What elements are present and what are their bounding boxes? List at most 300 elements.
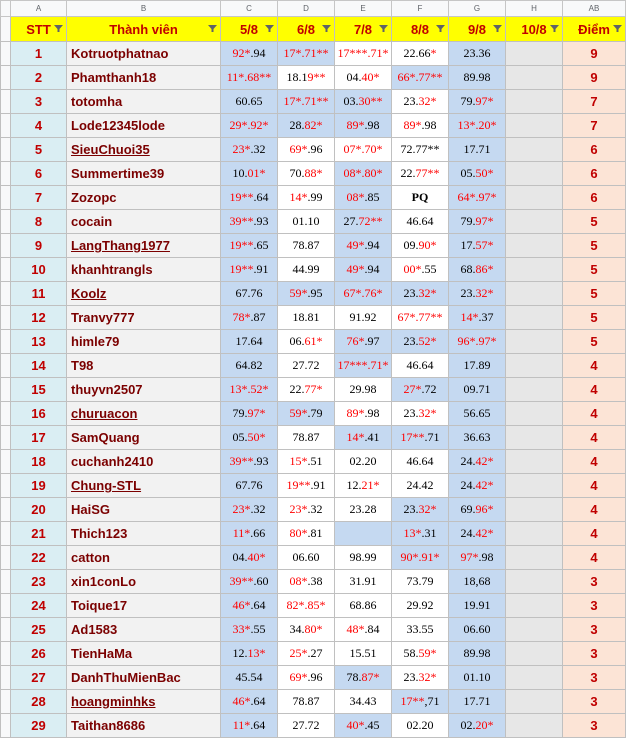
points-cell[interactable]: 6 (563, 138, 626, 162)
score-cell[interactable] (392, 90, 449, 114)
score-cell-empty[interactable] (506, 114, 563, 138)
score-cell[interactable] (335, 426, 392, 450)
filter-icon[interactable] (208, 25, 217, 32)
score-cell[interactable] (221, 138, 278, 162)
score-highlight: 19** (229, 238, 254, 252)
member-name-cell[interactable]: Toique17 (67, 594, 221, 618)
score-cell[interactable] (221, 522, 278, 546)
score-cell[interactable] (392, 546, 449, 570)
header-points[interactable] (563, 17, 626, 42)
score-cell[interactable] (221, 498, 278, 522)
score-cell[interactable] (392, 162, 449, 186)
score-cell[interactable] (278, 114, 335, 138)
member-name-cell[interactable]: Chung-STL (67, 474, 221, 498)
score-cell[interactable] (335, 714, 392, 738)
score-cell[interactable] (335, 546, 392, 570)
score-cell[interactable] (335, 114, 392, 138)
score-cell[interactable] (278, 402, 335, 426)
member-name-cell[interactable]: SamQuang (67, 426, 221, 450)
member-name-cell[interactable]: himle79 (67, 330, 221, 354)
stt-cell[interactable]: 25 (11, 618, 67, 642)
stt-cell[interactable]: 27 (11, 666, 67, 690)
score-cell[interactable] (221, 546, 278, 570)
score-cell[interactable] (335, 306, 392, 330)
member-name-cell[interactable]: Taithan8686 (67, 714, 221, 738)
score-cell[interactable] (221, 282, 278, 306)
score-cell[interactable] (278, 498, 335, 522)
score-cell[interactable] (221, 450, 278, 474)
points-cell[interactable]: 6 (563, 162, 626, 186)
score-cell[interactable] (221, 330, 278, 354)
score-cell[interactable] (392, 498, 449, 522)
points-cell[interactable]: 5 (563, 210, 626, 234)
stt-cell[interactable]: 1 (11, 42, 67, 66)
score-cell[interactable] (392, 306, 449, 330)
score-cell[interactable] (221, 90, 278, 114)
member-name-cell[interactable]: churuacon (67, 402, 221, 426)
score-cell[interactable] (278, 42, 335, 66)
points-cell[interactable]: 7 (563, 90, 626, 114)
score-cell[interactable] (335, 42, 392, 66)
column-letter-d[interactable]: D (278, 1, 335, 17)
score-cell[interactable] (278, 66, 335, 90)
stt-cell[interactable]: 15 (11, 378, 67, 402)
member-name-cell[interactable]: catton (67, 546, 221, 570)
stt-cell[interactable]: 21 (11, 522, 67, 546)
score-cell[interactable] (392, 234, 449, 258)
points-cell[interactable]: 5 (563, 234, 626, 258)
score-cell[interactable] (221, 426, 278, 450)
score-cell[interactable] (449, 666, 506, 690)
score-cell[interactable] (221, 690, 278, 714)
score-cell[interactable] (278, 186, 335, 210)
score-cell[interactable] (392, 714, 449, 738)
score-cell[interactable] (449, 42, 506, 66)
stt-cell[interactable]: 11 (11, 282, 67, 306)
points-cell[interactable]: 4 (563, 450, 626, 474)
column-letter-a[interactable]: A (11, 1, 67, 17)
column-letter-e[interactable]: E (335, 1, 392, 17)
score-cell-empty[interactable] (506, 162, 563, 186)
stt-cell[interactable]: 7 (11, 186, 67, 210)
score-cell[interactable] (221, 258, 278, 282)
score-cell[interactable] (449, 450, 506, 474)
score-cell[interactable] (449, 354, 506, 378)
score-cell[interactable] (449, 714, 506, 738)
score-cell[interactable] (392, 330, 449, 354)
score-cell[interactable] (392, 138, 449, 162)
score-cell[interactable] (392, 450, 449, 474)
score-value: 46.64 (406, 358, 434, 372)
header-day-2[interactable] (278, 17, 335, 42)
score-cell[interactable] (335, 594, 392, 618)
score-cell[interactable] (392, 618, 449, 642)
score-cell[interactable] (278, 570, 335, 594)
stt-cell[interactable]: 26 (11, 642, 67, 666)
header-day-4[interactable] (392, 17, 449, 42)
stt-cell[interactable]: 17 (11, 426, 67, 450)
score-cell-empty[interactable] (506, 282, 563, 306)
score-cell[interactable] (278, 690, 335, 714)
score-cell[interactable] (221, 402, 278, 426)
score-cell-empty[interactable] (506, 330, 563, 354)
header-day-1[interactable] (221, 17, 278, 42)
score-cell[interactable] (278, 234, 335, 258)
score-cell[interactable] (335, 354, 392, 378)
stt-cell[interactable]: 29 (11, 714, 67, 738)
points-cell[interactable]: 4 (563, 522, 626, 546)
score-cell[interactable] (221, 618, 278, 642)
score-cell[interactable] (221, 378, 278, 402)
score-cell[interactable] (449, 330, 506, 354)
score-cell-empty[interactable] (506, 450, 563, 474)
score-cell-empty[interactable] (506, 522, 563, 546)
score-cell[interactable] (392, 42, 449, 66)
stt-cell[interactable]: 13 (11, 330, 67, 354)
score-cell[interactable] (221, 66, 278, 90)
score-cell[interactable] (278, 282, 335, 306)
score-cell[interactable] (449, 114, 506, 138)
header-day-5[interactable] (449, 17, 506, 42)
stt-cell[interactable]: 16 (11, 402, 67, 426)
score-cell[interactable] (221, 234, 278, 258)
member-name-cell[interactable]: Phamthanh18 (67, 66, 221, 90)
score-cell[interactable] (221, 114, 278, 138)
points-cell[interactable]: 5 (563, 306, 626, 330)
score-cell[interactable] (335, 258, 392, 282)
column-letter-f[interactable]: F (392, 1, 449, 17)
score-cell-empty[interactable] (506, 474, 563, 498)
score-cell[interactable] (335, 90, 392, 114)
column-letter-g[interactable]: G (449, 1, 506, 17)
score-cell[interactable] (278, 162, 335, 186)
points-cell[interactable]: 9 (563, 66, 626, 90)
stt-cell[interactable]: 3 (11, 90, 67, 114)
score-cell[interactable] (449, 186, 506, 210)
row-gutter (1, 594, 11, 618)
points-cell[interactable]: 3 (563, 714, 626, 738)
score-cell[interactable] (221, 162, 278, 186)
member-name-cell[interactable]: cuchanh2410 (67, 450, 221, 474)
score-cell[interactable] (392, 690, 449, 714)
score-cell[interactable] (278, 426, 335, 450)
score-cell[interactable] (392, 642, 449, 666)
score-cell[interactable] (221, 210, 278, 234)
score-cell-empty[interactable] (506, 714, 563, 738)
filter-icon[interactable] (54, 25, 63, 32)
score-cell[interactable] (449, 162, 506, 186)
header-day-3[interactable] (335, 17, 392, 42)
score-cell[interactable] (335, 138, 392, 162)
score-cell[interactable] (221, 306, 278, 330)
member-name-cell[interactable]: DanhThuMienBac (67, 666, 221, 690)
score-cell[interactable] (392, 114, 449, 138)
score-cell[interactable] (449, 402, 506, 426)
score-cell[interactable] (278, 522, 335, 546)
score-cell[interactable] (392, 474, 449, 498)
score-cell[interactable] (278, 138, 335, 162)
score-cell[interactable] (278, 378, 335, 402)
points-cell[interactable]: 4 (563, 498, 626, 522)
score-cell[interactable] (221, 570, 278, 594)
score-cell[interactable] (392, 666, 449, 690)
score-cell[interactable] (449, 138, 506, 162)
points-cell[interactable]: 4 (563, 354, 626, 378)
score-cell[interactable] (449, 234, 506, 258)
score-cell-empty[interactable] (506, 402, 563, 426)
score-highlight: 23* (232, 502, 251, 516)
stt-cell[interactable]: 12 (11, 306, 67, 330)
score-cell[interactable] (335, 234, 392, 258)
header-stt[interactable] (11, 17, 67, 42)
score-cell[interactable] (278, 90, 335, 114)
score-cell[interactable] (335, 618, 392, 642)
score-cell[interactable] (221, 714, 278, 738)
score-cell[interactable] (392, 282, 449, 306)
score-cell-empty[interactable] (506, 42, 563, 66)
score-value: 04. (346, 70, 362, 84)
points-cell[interactable]: 6 (563, 186, 626, 210)
score-cell[interactable] (449, 642, 506, 666)
score-cell[interactable] (278, 618, 335, 642)
score-cell[interactable] (221, 186, 278, 210)
score-cell[interactable] (449, 594, 506, 618)
points-cell[interactable]: 7 (563, 114, 626, 138)
score-cell-empty[interactable] (506, 354, 563, 378)
score-cell[interactable] (392, 354, 449, 378)
stt-cell[interactable]: 2 (11, 66, 67, 90)
score-cell[interactable] (392, 522, 449, 546)
points-cell[interactable]: 4 (563, 402, 626, 426)
filter-icon[interactable] (436, 25, 445, 32)
score-cell-empty[interactable] (506, 258, 563, 282)
points-cell[interactable]: 9 (563, 42, 626, 66)
score-value: 09.71 (463, 382, 491, 396)
score-cell[interactable] (449, 66, 506, 90)
points-cell[interactable]: 5 (563, 330, 626, 354)
score-cell[interactable] (335, 642, 392, 666)
member-name-cell[interactable]: thuyvn2507 (67, 378, 221, 402)
score-cell[interactable] (392, 378, 449, 402)
member-name-cell[interactable]: LangThang1977 (67, 234, 221, 258)
stt-cell[interactable]: 4 (11, 114, 67, 138)
score-cell[interactable] (278, 714, 335, 738)
stt-cell[interactable]: 5 (11, 138, 67, 162)
points-cell[interactable]: 3 (563, 690, 626, 714)
member-name-cell[interactable]: totomha (67, 90, 221, 114)
score-cell[interactable] (335, 570, 392, 594)
points-cell[interactable]: 3 (563, 594, 626, 618)
score-cell[interactable] (335, 66, 392, 90)
filter-icon[interactable] (493, 25, 502, 32)
stt-cell[interactable]: 8 (11, 210, 67, 234)
score-cell[interactable] (278, 258, 335, 282)
member-name-cell[interactable]: Ad1583 (67, 618, 221, 642)
score-cell[interactable] (221, 474, 278, 498)
points-cell[interactable]: 3 (563, 570, 626, 594)
score-cell-empty[interactable] (506, 186, 563, 210)
points-cell[interactable]: 3 (563, 666, 626, 690)
score-cell[interactable] (449, 618, 506, 642)
points-cell[interactable]: 5 (563, 258, 626, 282)
score-cell-empty[interactable] (506, 90, 563, 114)
score-cell[interactable] (335, 498, 392, 522)
score-cell[interactable] (335, 282, 392, 306)
member-name-cell[interactable]: T98 (67, 354, 221, 378)
score-cell[interactable] (335, 330, 392, 354)
member-name-cell[interactable]: HaiSG (67, 498, 221, 522)
member-name-cell[interactable]: khanhtrangls (67, 258, 221, 282)
score-cell[interactable] (392, 426, 449, 450)
score-cell-empty[interactable] (506, 546, 563, 570)
score-cell-empty[interactable] (506, 570, 563, 594)
filter-icon[interactable] (550, 25, 559, 32)
stt-cell[interactable]: 24 (11, 594, 67, 618)
stt-cell[interactable]: 23 (11, 570, 67, 594)
score-cell[interactable] (449, 90, 506, 114)
score-cell[interactable] (449, 282, 506, 306)
filter-icon[interactable] (379, 25, 388, 32)
score-cell-empty[interactable] (506, 210, 563, 234)
score-cell[interactable] (449, 426, 506, 450)
score-cell[interactable] (335, 402, 392, 426)
column-letter-c[interactable]: C (221, 1, 278, 17)
score-cell[interactable] (449, 522, 506, 546)
stt-cell[interactable]: 20 (11, 498, 67, 522)
score-cell[interactable] (221, 642, 278, 666)
column-letter-h[interactable]: H (506, 1, 563, 17)
score-cell[interactable] (278, 474, 335, 498)
stt-cell[interactable]: 6 (11, 162, 67, 186)
score-value: 27.72 (292, 358, 320, 372)
score-value: 24.42 (406, 478, 434, 492)
score-cell-empty[interactable] (506, 498, 563, 522)
filter-icon[interactable] (613, 25, 622, 32)
score-cell[interactable] (335, 186, 392, 210)
member-name-cell[interactable]: Zozopc (67, 186, 221, 210)
score-cell-empty[interactable] (506, 666, 563, 690)
filter-icon[interactable] (322, 25, 331, 32)
member-name-cell[interactable]: cocain (67, 210, 221, 234)
score-highlight: 96* (475, 502, 494, 516)
score-cell[interactable] (278, 210, 335, 234)
score-cell[interactable] (392, 570, 449, 594)
score-cell[interactable] (335, 378, 392, 402)
score-cell[interactable] (449, 546, 506, 570)
score-value: .94 (364, 262, 380, 276)
member-name-cell[interactable]: Koolz (67, 282, 221, 306)
score-cell[interactable] (221, 666, 278, 690)
score-cell-empty[interactable] (506, 594, 563, 618)
header-member[interactable] (67, 17, 221, 42)
score-cell-empty[interactable] (506, 426, 563, 450)
score-cell[interactable] (335, 690, 392, 714)
score-cell-empty[interactable] (506, 618, 563, 642)
score-cell[interactable] (449, 690, 506, 714)
member-name-cell[interactable]: Thich123 (67, 522, 221, 546)
score-cell[interactable] (335, 210, 392, 234)
score-cell[interactable] (335, 474, 392, 498)
member-name-cell[interactable]: Tranvy777 (67, 306, 221, 330)
score-cell[interactable] (335, 666, 392, 690)
stt-cell[interactable]: 18 (11, 450, 67, 474)
score-cell[interactable] (392, 186, 449, 210)
filter-icon[interactable] (265, 25, 274, 32)
score-cell[interactable] (449, 210, 506, 234)
stt-cell[interactable]: 10 (11, 258, 67, 282)
score-cell[interactable] (278, 594, 335, 618)
corner-cell[interactable] (1, 1, 11, 17)
score-cell[interactable] (278, 450, 335, 474)
score-cell[interactable] (449, 258, 506, 282)
score-cell[interactable] (335, 162, 392, 186)
score-cell[interactable] (221, 42, 278, 66)
member-name-cell[interactable]: SieuChuoi35 (67, 138, 221, 162)
column-letter-b[interactable]: B (67, 1, 221, 17)
member-name-cell[interactable]: Summertime39 (67, 162, 221, 186)
score-cell[interactable] (449, 306, 506, 330)
points-cell[interactable]: 4 (563, 378, 626, 402)
member-name-cell[interactable]: xin1conLo (67, 570, 221, 594)
score-cell[interactable] (278, 642, 335, 666)
score-cell[interactable] (278, 354, 335, 378)
points-cell[interactable]: 4 (563, 474, 626, 498)
points-cell[interactable]: 3 (563, 642, 626, 666)
score-cell[interactable] (449, 498, 506, 522)
header-day-6[interactable] (506, 17, 563, 42)
score-cell[interactable] (278, 330, 335, 354)
points-cell[interactable]: 3 (563, 618, 626, 642)
stt-cell[interactable]: 22 (11, 546, 67, 570)
score-cell[interactable] (278, 546, 335, 570)
score-cell-empty[interactable] (506, 306, 563, 330)
score-cell[interactable] (449, 570, 506, 594)
score-cell[interactable] (278, 306, 335, 330)
score-cell[interactable] (221, 594, 278, 618)
member-name-cell[interactable]: hoangminhks (67, 690, 221, 714)
score-cell[interactable] (392, 594, 449, 618)
score-cell[interactable] (221, 354, 278, 378)
score-cell[interactable] (335, 450, 392, 474)
score-cell-empty[interactable] (506, 234, 563, 258)
score-cell[interactable] (392, 402, 449, 426)
stt-cell[interactable]: 28 (11, 690, 67, 714)
stt-cell[interactable]: 9 (11, 234, 67, 258)
stt-cell[interactable]: 19 (11, 474, 67, 498)
score-highlight: 59* (289, 406, 308, 420)
member-name-cell[interactable]: TienHaMa (67, 642, 221, 666)
score-cell[interactable] (335, 522, 392, 546)
score-cell-empty[interactable] (506, 690, 563, 714)
points-cell[interactable]: 4 (563, 546, 626, 570)
stt-cell[interactable]: 14 (11, 354, 67, 378)
score-cell-empty[interactable] (506, 642, 563, 666)
score-cell[interactable] (449, 474, 506, 498)
score-cell[interactable] (392, 66, 449, 90)
points-cell[interactable]: 4 (563, 426, 626, 450)
score-cell-empty[interactable] (506, 138, 563, 162)
member-name-cell[interactable]: Kotruotphatnao (67, 42, 221, 66)
score-cell[interactable] (392, 258, 449, 282)
member-name-cell[interactable]: Lode12345lode (67, 114, 221, 138)
score-cell[interactable] (278, 666, 335, 690)
score-cell-empty[interactable] (506, 66, 563, 90)
score-cell[interactable] (449, 378, 506, 402)
score-cell-empty[interactable] (506, 378, 563, 402)
score-cell[interactable] (392, 210, 449, 234)
points-cell[interactable]: 5 (563, 282, 626, 306)
column-letter-ab[interactable]: AB (563, 1, 626, 17)
